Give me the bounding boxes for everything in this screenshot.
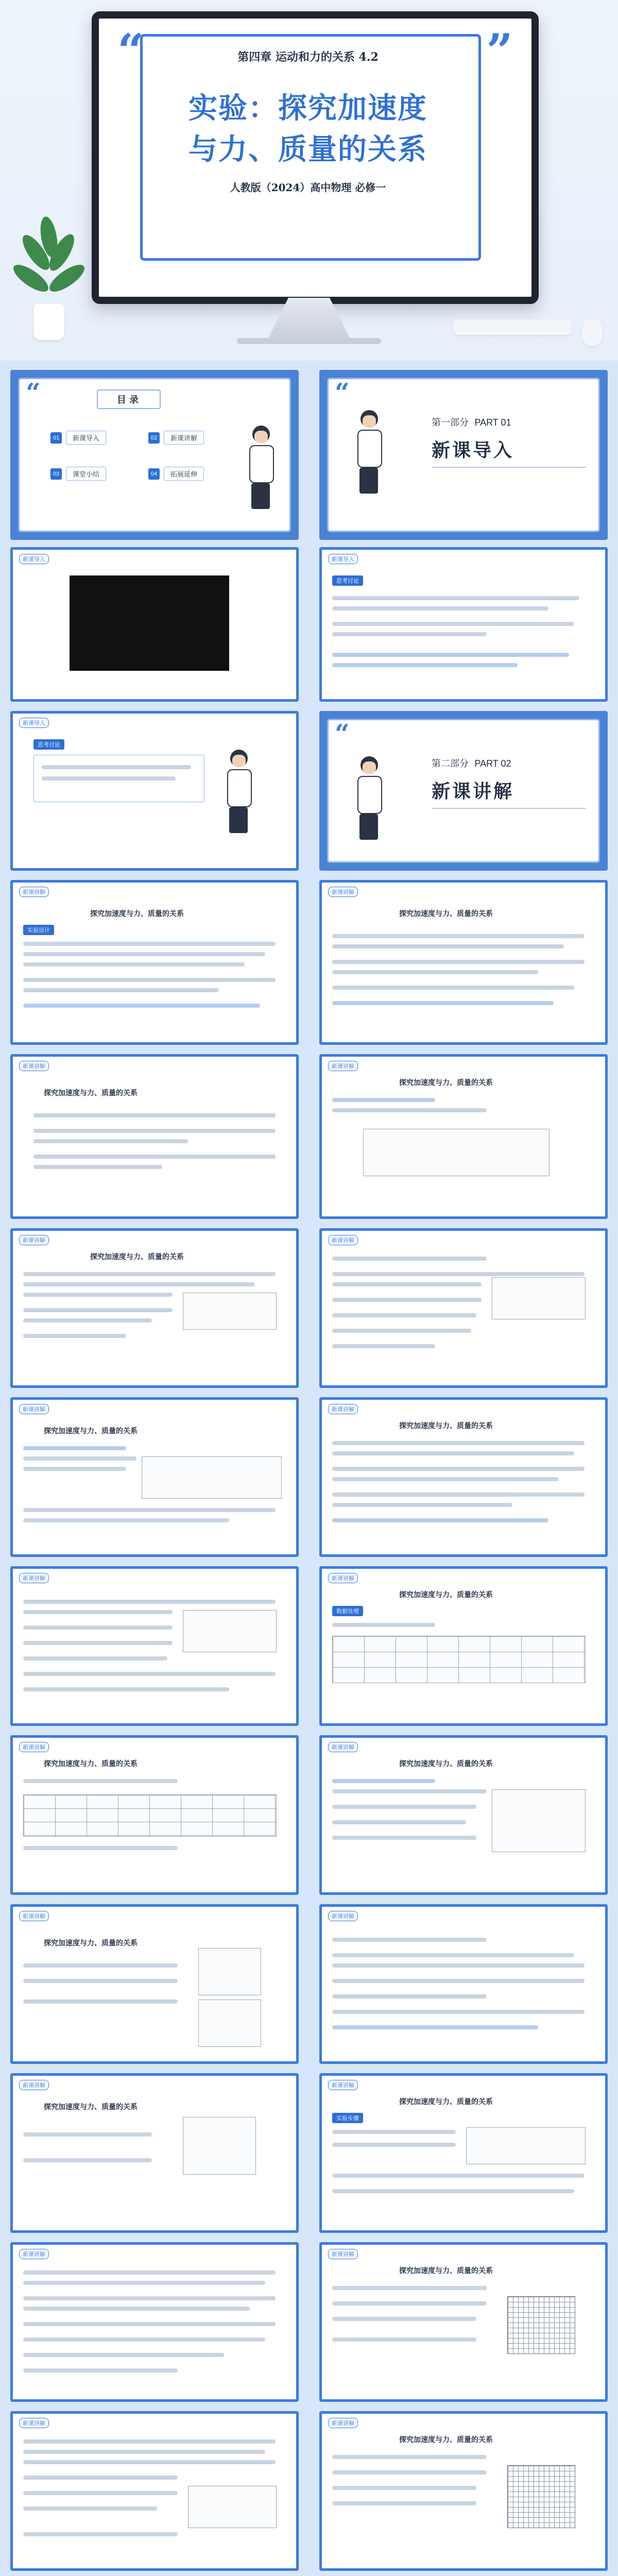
slide-part2 <box>319 711 608 871</box>
section-title: 新课讲解 <box>432 781 514 802</box>
graph-plot <box>198 1999 261 2047</box>
slide-lecture-10 <box>319 1566 608 1726</box>
slide-headline: 探究加速度与力、质量的关系 <box>399 2098 493 2106</box>
slide-intro-question <box>10 711 299 871</box>
design-badge: 实验设计 <box>23 925 54 935</box>
cart-diagram <box>466 2127 586 2164</box>
graph-plot <box>183 2117 256 2175</box>
slide-lecture-6 <box>319 1228 608 1388</box>
graph-plot <box>198 1948 261 1995</box>
monitor-frame <box>92 11 539 304</box>
toc-heading: 目 录 <box>116 395 139 405</box>
student-illustration <box>219 750 260 853</box>
section-tag: 新课讲解 <box>19 2080 49 2090</box>
part-label: 第二部分 PART 02 <box>432 758 511 769</box>
section-tag: 新课讲解 <box>328 887 358 897</box>
slide-lecture-19 <box>10 2411 299 2571</box>
data-table <box>332 1636 586 1683</box>
section-tag: 新课讲解 <box>19 1573 49 1583</box>
edition-label: 人教版（2024）高中物理 必修一 <box>230 181 386 194</box>
slide-intro-video <box>10 547 299 702</box>
section-tag: 新课讲解 <box>328 1911 358 1921</box>
cart-diagram <box>183 1293 277 1330</box>
open-quote-icon: “ <box>335 377 350 408</box>
cart-diagram <box>183 1610 277 1652</box>
section-tag: 新课讲解 <box>328 2080 358 2090</box>
slide-lecture-3 <box>10 1054 299 1219</box>
slide-part1 <box>319 370 608 540</box>
student-illustration <box>349 756 390 859</box>
slide-headline: 探究加速度与力、质量的关系 <box>44 1760 138 1768</box>
think-badge: 思考讨论 <box>332 575 363 586</box>
slide-headline: 探究加速度与力、质量的关系 <box>399 1760 493 1768</box>
section-tag: 新课讲解 <box>19 1404 49 1414</box>
slide-lecture-16 <box>319 2073 608 2233</box>
slide-headline: 探究加速度与力、质量的关系 <box>399 1591 493 1599</box>
video-player[interactable] <box>70 575 229 671</box>
data-badge: 数据处理 <box>332 1606 363 1616</box>
student-illustration <box>349 410 390 513</box>
mouse <box>582 318 603 346</box>
hero-section <box>0 0 618 361</box>
graph-paper <box>507 2465 575 2528</box>
slide-headline: 探究加速度与力、质量的关系 <box>44 1939 138 1947</box>
open-quote-icon: “ <box>335 718 350 749</box>
open-quote-icon: “ <box>26 377 41 408</box>
hero-title-line1: 实验：探究加速度 <box>188 92 427 124</box>
toc-item-4[interactable]: 04 拓展延伸 <box>148 467 204 481</box>
slide-headline: 探究加速度与力、质量的关系 <box>399 1079 493 1087</box>
slide-headline: 探究加速度与力、质量的关系 <box>90 910 184 918</box>
section-tag: 新课导入 <box>19 718 49 728</box>
section-tag: 新课讲解 <box>19 1911 49 1921</box>
section-tag: 新课导入 <box>19 554 49 564</box>
section-tag: 新课讲解 <box>328 1404 358 1414</box>
slide-lecture-11 <box>10 1735 299 1895</box>
steps-badge: 实验步骤 <box>332 2113 363 2123</box>
section-tag: 新课讲解 <box>328 1061 358 1071</box>
cart-diagram <box>188 2486 277 2528</box>
slide-headline: 探究加速度与力、质量的关系 <box>44 1427 138 1435</box>
section-tag: 新课讲解 <box>328 2249 358 2259</box>
hero-title-line2: 与力、质量的关系 <box>188 133 427 165</box>
toc-item-1[interactable]: 01 新课导入 <box>50 431 106 445</box>
monitor-base <box>237 338 381 344</box>
cart-diagram <box>363 1129 550 1176</box>
slide-intro-text <box>319 547 608 702</box>
cart-diagram <box>492 1277 586 1319</box>
student-illustration <box>241 426 282 529</box>
monitor-stand <box>268 298 350 339</box>
slide-lecture-1 <box>10 880 299 1045</box>
section-tag: 新课讲解 <box>328 1573 358 1583</box>
section-tag: 新课讲解 <box>19 887 49 897</box>
slide-headline: 探究加速度与力、质量的关系 <box>90 1253 184 1261</box>
section-tag: 新课导入 <box>328 554 358 564</box>
slide-headline: 探究加速度与力、质量的关系 <box>399 1422 493 1430</box>
slide-lecture-20 <box>319 2411 608 2571</box>
slide-headline: 探究加速度与力、质量的关系 <box>399 2436 493 2444</box>
slide-lecture-5 <box>10 1228 299 1388</box>
slide-lecture-15 <box>10 2073 299 2233</box>
plant-decoration <box>21 216 77 340</box>
slide-lecture-8 <box>319 1397 608 1557</box>
cart-diagram <box>142 1456 282 1499</box>
keyboard <box>453 319 572 335</box>
slide-lecture-14 <box>319 1904 608 2064</box>
open-quote-icon: “ <box>117 24 144 78</box>
slide-toc <box>10 370 299 540</box>
slide-lecture-2 <box>319 880 608 1045</box>
section-tag: 新课讲解 <box>19 2249 49 2259</box>
toc-item-2[interactable]: 02 新课讲解 <box>148 431 204 445</box>
toc-item-3[interactable]: 03 课堂小结 <box>50 467 106 481</box>
part-label: 第一部分 PART 01 <box>432 417 511 428</box>
slide-lecture-4 <box>319 1054 608 1219</box>
slide-lecture-9 <box>10 1566 299 1726</box>
graph-paper <box>507 2296 575 2354</box>
scatter-plot <box>492 1789 586 1852</box>
section-tag: 新课讲解 <box>19 1235 49 1245</box>
slide-lecture-17 <box>10 2242 299 2402</box>
chapter-label: 第四章 运动和力的关系 4.2 <box>237 50 379 64</box>
section-tag: 新课讲解 <box>19 2418 49 2428</box>
data-table <box>23 1794 277 1837</box>
section-title: 新课导入 <box>432 439 514 461</box>
think-badge: 思考讨论 <box>33 739 64 750</box>
slide-lecture-12 <box>319 1735 608 1895</box>
slide-lecture-7 <box>10 1397 299 1557</box>
close-quote-icon: ” <box>486 24 513 78</box>
slide-headline: 探究加速度与力、质量的关系 <box>399 910 493 918</box>
slide-headline: 探究加速度与力、质量的关系 <box>399 2267 493 2275</box>
section-tag: 新课讲解 <box>328 2418 358 2428</box>
slide-headline: 探究加速度与力、质量的关系 <box>44 1089 138 1097</box>
section-tag: 新课讲解 <box>19 1742 49 1752</box>
section-tag: 新课讲解 <box>328 1742 358 1752</box>
slide-lecture-18 <box>319 2242 608 2402</box>
section-tag: 新课讲解 <box>328 1235 358 1245</box>
slide-headline: 探究加速度与力、质量的关系 <box>44 2103 138 2111</box>
section-tag: 新课讲解 <box>19 1061 49 1071</box>
slide-lecture-13 <box>10 1904 299 2064</box>
